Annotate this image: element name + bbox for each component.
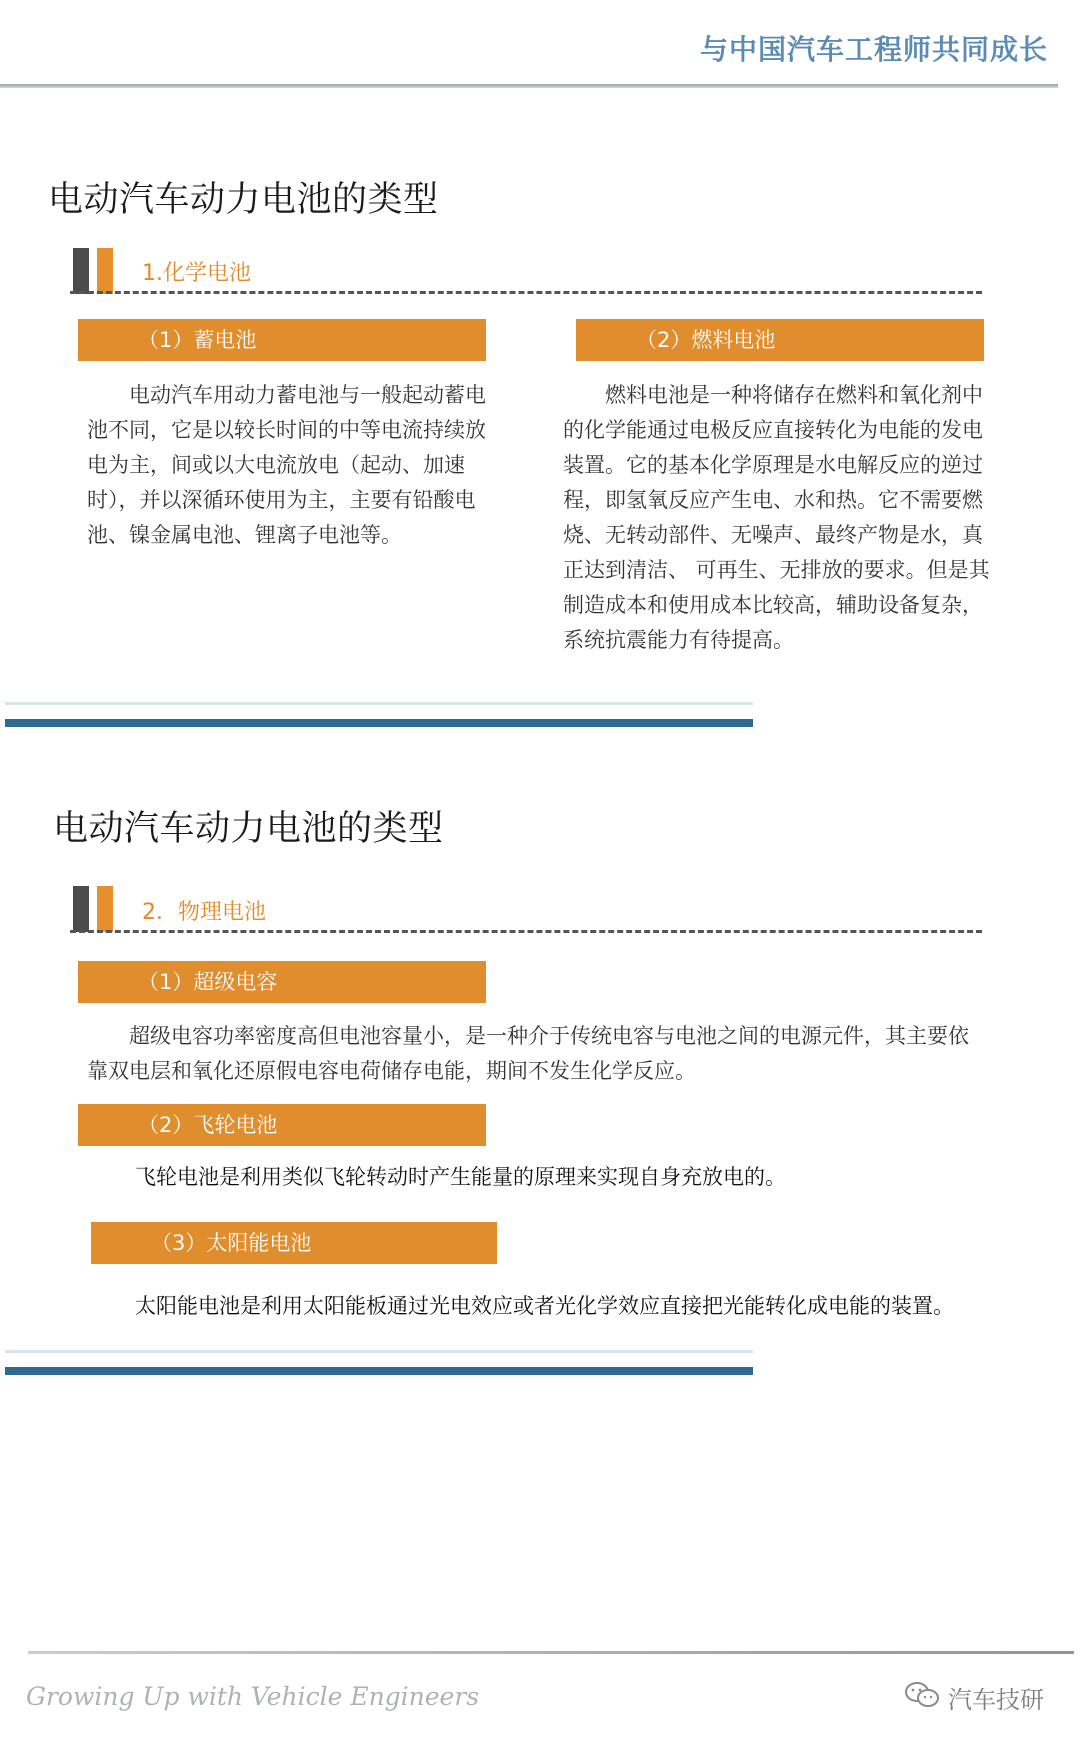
section1-subheading: 1.化学电池: [142, 261, 251, 286]
header-divider: [0, 84, 1058, 88]
section1-thin-rule: [5, 702, 753, 705]
label-flywheel-battery: （2）飞轮电池: [78, 1104, 486, 1146]
label-solar-cell: （3）太阳能电池: [91, 1222, 497, 1264]
header-slogan: 与中国汽车工程师共同成长: [699, 33, 1048, 66]
supercapacitor-text: 超级电容功率密度高但电池容量小，是一种介于传统电容与电池之间的电源元件，其主要依靠双电层和氧化还原假电容电荷储存电能，期间不发生化学反应。: [87, 1024, 969, 1083]
section-marker-dark: [73, 886, 89, 932]
brand-watermark: [904, 1680, 1044, 1715]
label-fuel-cell: （2）燃料电池: [576, 319, 984, 361]
storage-battery-text: 电动汽车用动力蓄电池与一般起动蓄电池不同，它是以较长时间的中等电流持续放电为主，间或以大电流放电（起动、加速时），并以深循环使用为主，主要有铅酸电池、镍金属电池、锂离子电池等。: [87, 383, 486, 547]
section2-subheading: 2．物理电池: [142, 900, 266, 925]
section1-dashed-divider: [70, 291, 982, 294]
wechat-icon: [904, 1681, 940, 1715]
section2-thick-rule: [5, 1367, 753, 1375]
solar-cell-text: 太阳能电池是利用太阳能板通过光电效应或者光化学效应直接把光能转化成电能的装置。: [135, 1294, 954, 1318]
footer-divider: [28, 1651, 1074, 1654]
brand-name: 汽车技研: [948, 1686, 1044, 1714]
section1-thick-rule: [5, 719, 753, 727]
section1-title: 电动汽车动力电池的类型: [48, 180, 439, 220]
section2-dashed-divider: [70, 930, 982, 933]
label-supercapacitor: （1）超级电容: [78, 961, 486, 1003]
footer-slogan: Growing Up with Vehicle Engineers: [26, 1682, 480, 1711]
section2-title: 电动汽车动力电池的类型: [53, 809, 444, 849]
section-marker-orange: [97, 248, 113, 294]
label-storage-battery: （1）蓄电池: [78, 319, 486, 361]
fuel-cell-text: 燃料电池是一种将储存在燃料和氧化剂中的化学能通过电极反应直接转化为电能的发电装置。它的基本化学原理是水电解反应的逆过程，即氢氧反应产生电、水和热。它不需要燃烧、无转动部件、无噪声、最终产物是水，真正达到清洁、 可再生、无排放的要求。但是其制造成本和使用成本比较高，辅助设备复杂，系统抗震能力有待提高。: [563, 383, 990, 652]
flywheel-battery-text: 飞轮电池是利用类似飞轮转动时产生能量的原理来实现自身充放电的。: [135, 1165, 786, 1189]
section-marker-orange: [97, 886, 113, 932]
section2-thin-rule: [5, 1350, 753, 1353]
section-marker-dark: [73, 248, 89, 294]
